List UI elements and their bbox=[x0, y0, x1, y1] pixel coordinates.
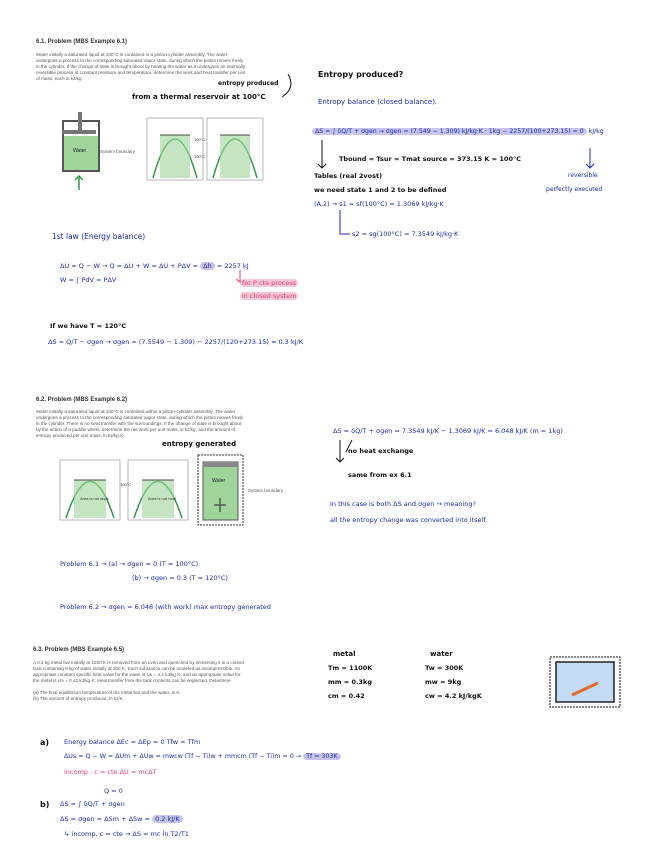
entropy-balance-b: ΔS = ∫ δQ/T + σgen bbox=[60, 800, 125, 808]
same-as-note: same from ex 6.1 bbox=[348, 471, 412, 479]
metal-specific-heat: cm = 0.42 bbox=[328, 692, 365, 700]
part-b-label: b) bbox=[40, 800, 50, 809]
entropy-equation-body: ΔS = ∫ δQ/T + σgen → σgen = (7.549 − 1.309) kJ/kg·K · 1kg − 2257/(100+273.15) ≈ 0 bbox=[312, 128, 587, 135]
entropy-generated-expr: ΔS = σgen = ΔSm + ΔSw = bbox=[60, 815, 150, 823]
section1-title: 6.1. Problem (MBS Example 6.1) bbox=[36, 39, 128, 45]
enthalpy-value: = 2257 kJ bbox=[216, 262, 249, 270]
metal-temperature: Tm = 1100K bbox=[328, 664, 373, 672]
energy-balance-expr: ΔU = Q − W → Q = ΔU + W = ΔU + PΔV = bbox=[60, 262, 199, 270]
note-entropy-produced: entropy produced bbox=[218, 80, 279, 87]
summary-problem-6-1a: Problem 6.1 → (a) → σgen = 0 (T = 100°C) bbox=[60, 560, 199, 568]
converted-note: all the entropy change was converted into itself. bbox=[330, 516, 488, 524]
meaning-question: In this case is both ΔS and σgen → meaning? bbox=[330, 500, 476, 508]
tables-note: Tables (real 2vost) bbox=[314, 172, 383, 180]
perfectly-executed-note: perfectly executed bbox=[546, 186, 603, 193]
metal-heading: metal bbox=[333, 650, 356, 658]
final-temperature-result: Tf = 303K bbox=[303, 753, 341, 760]
section2-title: 6.2. Problem (MBS Example 6.2) bbox=[36, 397, 128, 403]
temp-label: 100°C bbox=[194, 137, 206, 142]
water-label: Water bbox=[212, 478, 226, 484]
water-specific-heat: cw = 4.2 kJ/kgK bbox=[425, 692, 482, 700]
problem-line: Water initially a saturated liquid at 100°C is contained in a piston-cylinder assembly. The water bbox=[36, 52, 228, 57]
paddle-entropy-equation: ΔS = δQ/T + σgen = 7.3549 kJ/K − 1.3069 kJ/K = 6.048 kJ/K (m = 1kg) bbox=[333, 427, 563, 435]
problem-line: in the cylinder. If the change of state is brought about by heating the water as it undergoes an internally bbox=[36, 64, 246, 69]
q-zero-note: Q = 0 bbox=[104, 787, 123, 795]
note-thermal-reservoir: from a thermal reservoir at 100°C bbox=[132, 93, 266, 101]
if-we-have-line: If we have T = 120°C bbox=[50, 322, 127, 330]
incompressible-note: incomp : c = cte ΔU = mcΔT bbox=[64, 768, 157, 776]
states-needed-note: we need state 1 and 2 to be defined bbox=[314, 186, 447, 194]
first-law-heading: 1st law (Energy balance) bbox=[52, 232, 146, 241]
problem-line: tank containing 9 kg of water initially at 300 K. Each substance can be modeled as incompressible. An bbox=[33, 666, 241, 671]
entropy-produced-question: Entropy produced? bbox=[318, 70, 404, 79]
enthalpy-term: Δh bbox=[200, 262, 215, 270]
entropy-equation-unit: kJ/kg bbox=[588, 128, 604, 135]
metal-mass: mm = 0.3kg bbox=[328, 678, 373, 686]
water-temperature: Tw = 300K bbox=[425, 664, 464, 672]
s2-value: s2 = sg(100°C) = 7.3549 kJ/kg·K bbox=[352, 230, 459, 238]
section3-title: 6.3. Problem (MBS Example 6.5) bbox=[33, 647, 125, 653]
part-a-label: a) bbox=[40, 738, 50, 747]
entropy-generated-line bbox=[60, 815, 183, 823]
closed-system-text: in closed system bbox=[242, 292, 297, 300]
entropy-balance-heading: Entropy balance (closed balance). bbox=[318, 98, 438, 106]
internal-energy-line bbox=[64, 753, 341, 760]
area-not-heat-label: Area is not heat bbox=[148, 496, 177, 501]
part-a: (a) The final equilibrium temperature of the metal bar and the water, in K. bbox=[33, 690, 181, 695]
problem-line: reversible process at constant pressure and temperature, determine the work and heat transfer per unit bbox=[36, 70, 246, 75]
note-entropy-generated: entropy generated bbox=[162, 440, 237, 448]
work-line: W = ∫ PdV = PΔV bbox=[60, 276, 117, 284]
problem-line: the metal is cm = 0.42 kJ/kg·K. Heat transfer from the tank contents can be neglected. Determine bbox=[33, 678, 231, 683]
internal-energy-expr: ΔUs = Q − W = ΔUm + ΔUw = mwcw (Tf − Ti)w + mmcm (Tf − Ti)m = 0 → bbox=[64, 753, 302, 760]
problem-line: of mass, each in kJ/kg. bbox=[36, 76, 83, 81]
system-boundary-label: System boundary bbox=[100, 149, 136, 154]
no-heat-note: no heat exchange bbox=[348, 447, 414, 455]
water-label: Water bbox=[73, 148, 87, 154]
problem-line: entropy produced per unit mass, in kJ/kg·K. bbox=[36, 433, 125, 438]
reversible-note: reversible bbox=[568, 172, 598, 179]
problem-line: A 0.3 kg metal bar initially at 1200 K is removed from an oven and quenched by immersing it in a closed bbox=[33, 660, 244, 665]
problem-line: by the action of a paddle wheel, determine the net work per unit mass, in kJ/kg, and the amount of bbox=[36, 427, 236, 432]
summary-problem-6-1b: (b) → σgen = 0.3 (T = 120°C) bbox=[132, 574, 228, 582]
problem-line: undergoes a process to the corresponding saturated vapor state, during which the piston moves freely bbox=[36, 415, 244, 420]
entropy-gen-120: ΔS = Q/T − σgen → σgen = (7.5549 − 1.309) − 2257/(120+273.15) ≈ 0.3 kJ/K bbox=[48, 338, 303, 346]
energy-balance-heading: Energy balance ΔEc = ΔEp = 0 Tfw = Tfm bbox=[64, 738, 201, 746]
summary-problem-6-2: Problem 6.2 → σgen = 6.048 (with work) max entropy generated bbox=[60, 603, 271, 611]
incomp-entropy-formula: ↳ incomp, c = cte → ΔS = mc ln T2/T1 bbox=[64, 830, 189, 838]
problem-line: appropriate constant specific heat value for the water is cw = 4.2 kJ/kg·K, and an appropriate value for bbox=[33, 672, 241, 677]
water-mass: mw = 9kg bbox=[425, 678, 462, 686]
area-not-work-label: Area is not work bbox=[80, 496, 109, 501]
entropy-generated-result: 0.2 kJ/K bbox=[152, 815, 183, 823]
s1-value: (A.2) → s1 = sf(100°C) = 1.3069 kJ/kg·K bbox=[314, 200, 444, 208]
tbound-line: Tbound = Tsur = Tmat source = 373.15 K = 100°C bbox=[339, 155, 521, 163]
water-heading: water bbox=[430, 650, 453, 658]
constant-pressure-text: for P cte process bbox=[242, 279, 297, 287]
temp-label: 100°C bbox=[120, 482, 132, 487]
temp-label: 100°C bbox=[194, 154, 206, 159]
problem-line: Water initially a saturated liquid at 100°C is contained within a piston-cylinder assembly. The water bbox=[36, 409, 236, 414]
part-b: (b) The amount of entropy produced, in kJ/K. bbox=[33, 696, 125, 701]
problem-line: undergoes a process to the corresponding saturated vapor state, during which the piston moves freely bbox=[36, 58, 244, 63]
system-boundary-label: System boundary bbox=[248, 488, 284, 493]
problem-line: in the cylinder. There is no heat transfer with the surroundings. If the change of state is brought about bbox=[36, 421, 242, 426]
